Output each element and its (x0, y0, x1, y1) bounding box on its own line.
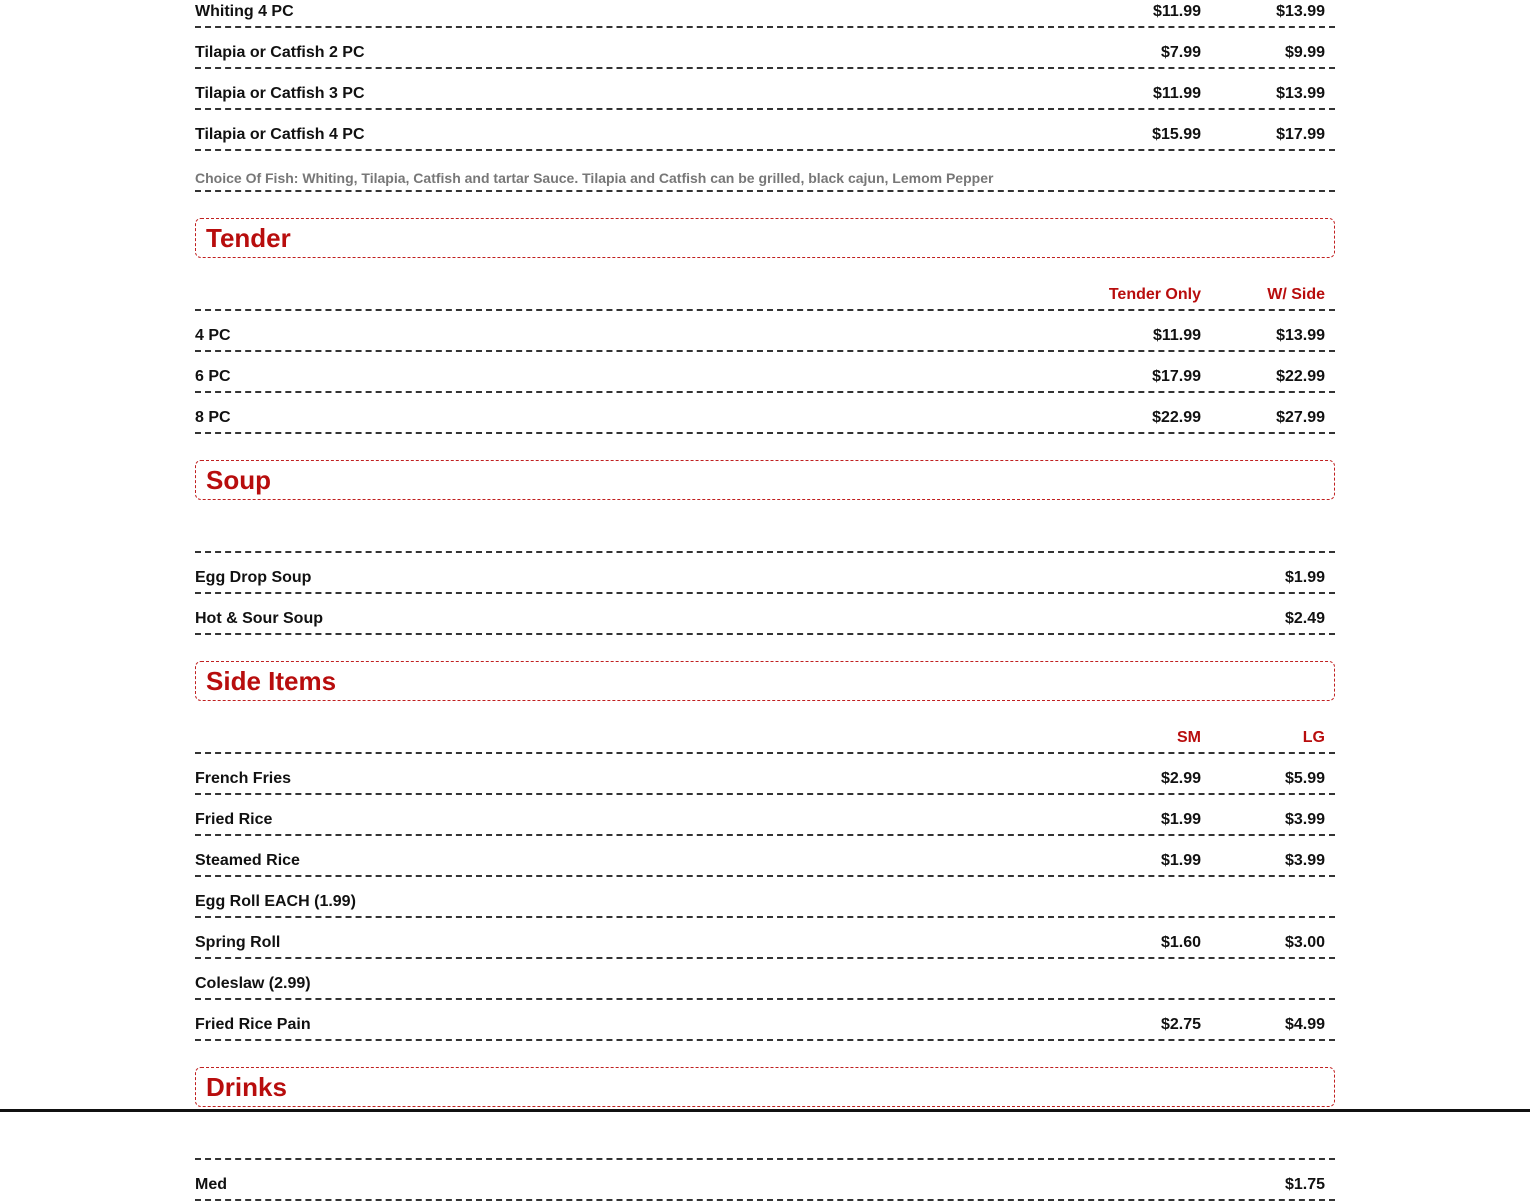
column-header-row (195, 1107, 1335, 1160)
item-price-large: $3.99 (1284, 811, 1325, 828)
item-name: Fried Rice (195, 811, 273, 828)
item-name: Hot & Sour Soup (195, 610, 323, 627)
item-price-regular: $11.99 (1152, 85, 1201, 102)
column-header-row (195, 701, 1335, 754)
item-price-small: $1.60 (1160, 934, 1201, 951)
item-price-combo: $27.99 (1276, 409, 1325, 426)
item-price-combo: $13.99 (1276, 85, 1325, 102)
item-name: Tilapia or Catfish 3 PC (195, 85, 365, 102)
item-price-large: $3.00 (1284, 934, 1325, 951)
section-header-soup (195, 460, 1335, 500)
item-price-combo: $13.99 (1276, 3, 1325, 20)
item-price: $2.49 (1284, 610, 1325, 627)
note-text: Choice Of Fish: Whiting, Tilapia, Catfish and tartar Sauce. Tilapia and Catfish can be grilled, black cajun, Lemom Pepper (195, 170, 994, 186)
section-title: Soup (206, 465, 271, 495)
menu-item-row (195, 836, 1335, 877)
item-price-regular: $17.99 (1152, 368, 1201, 385)
menu-item-row (195, 594, 1335, 635)
menu-item-row (195, 311, 1335, 352)
section-header-drinks (195, 1067, 1335, 1107)
item-name: 4 PC (195, 327, 231, 344)
menu-item-row (195, 553, 1335, 594)
item-price: $1.99 (1284, 569, 1325, 586)
menu-item-row (195, 1160, 1335, 1201)
menu-item-row (195, 918, 1335, 959)
item-price-combo: $17.99 (1276, 126, 1325, 143)
item-price-regular: $11.99 (1152, 3, 1201, 20)
item-name: Fried Rice Pain (195, 1016, 311, 1033)
menu-item-row (195, 352, 1335, 393)
column-header-row (195, 500, 1335, 553)
item-price-small: $2.75 (1160, 1016, 1201, 1033)
menu-item-row (195, 959, 1335, 1000)
menu-item-row (195, 877, 1335, 918)
menu-item-row (195, 69, 1335, 110)
window-bottom-edge (0, 1109, 1530, 1112)
item-name: Egg Roll EACH (1.99) (195, 893, 356, 910)
section-header-tender (195, 218, 1335, 258)
item-name: French Fries (195, 770, 292, 787)
section-header-side-items (195, 661, 1335, 701)
item-name: Tilapia or Catfish 2 PC (195, 44, 365, 61)
menu-item-row (195, 0, 1335, 28)
menu-item-row (195, 110, 1335, 151)
fish-choice-note (195, 151, 1335, 192)
item-name: 6 PC (195, 368, 231, 385)
menu-item-row (195, 795, 1335, 836)
item-price-large: $3.99 (1284, 852, 1325, 869)
item-price-combo: $22.99 (1276, 368, 1325, 385)
column-header-sm: SM (1177, 729, 1201, 746)
section-title: Side Items (206, 666, 337, 696)
menu-list (195, 0, 1335, 1201)
section-title: Tender (206, 223, 291, 253)
item-name: Med (195, 1176, 227, 1193)
item-price-regular: $22.99 (1152, 409, 1201, 426)
item-price: $1.75 (1284, 1176, 1325, 1193)
item-price-combo: $9.99 (1284, 44, 1325, 61)
menu-item-row (195, 393, 1335, 434)
item-price-regular: $7.99 (1160, 44, 1201, 61)
item-name: Whiting 4 PC (195, 3, 294, 20)
item-price-combo: $13.99 (1276, 327, 1325, 344)
item-price-small: $2.99 (1160, 770, 1201, 787)
item-price-regular: $15.99 (1152, 126, 1201, 143)
item-name: Spring Roll (195, 934, 281, 951)
item-name: Tilapia or Catfish 4 PC (195, 126, 365, 143)
section-title: Drinks (206, 1072, 287, 1102)
item-price-regular: $11.99 (1152, 327, 1201, 344)
menu-item-row (195, 754, 1335, 795)
item-name: Egg Drop Soup (195, 569, 312, 586)
column-header-lg: LG (1302, 729, 1325, 746)
item-price-large: $5.99 (1284, 770, 1325, 787)
item-price-large: $4.99 (1284, 1016, 1325, 1033)
column-header-with-side: W/ Side (1267, 286, 1325, 303)
item-name: Steamed Rice (195, 852, 300, 869)
item-price-small: $1.99 (1160, 852, 1201, 869)
column-header-tender-only: Tender Only (1108, 286, 1201, 303)
item-name: 8 PC (195, 409, 231, 426)
column-header-row (195, 258, 1335, 311)
menu-item-row (195, 28, 1335, 69)
item-price-small: $1.99 (1160, 811, 1201, 828)
item-name: Coleslaw (2.99) (195, 975, 311, 992)
menu-item-row (195, 1000, 1335, 1041)
